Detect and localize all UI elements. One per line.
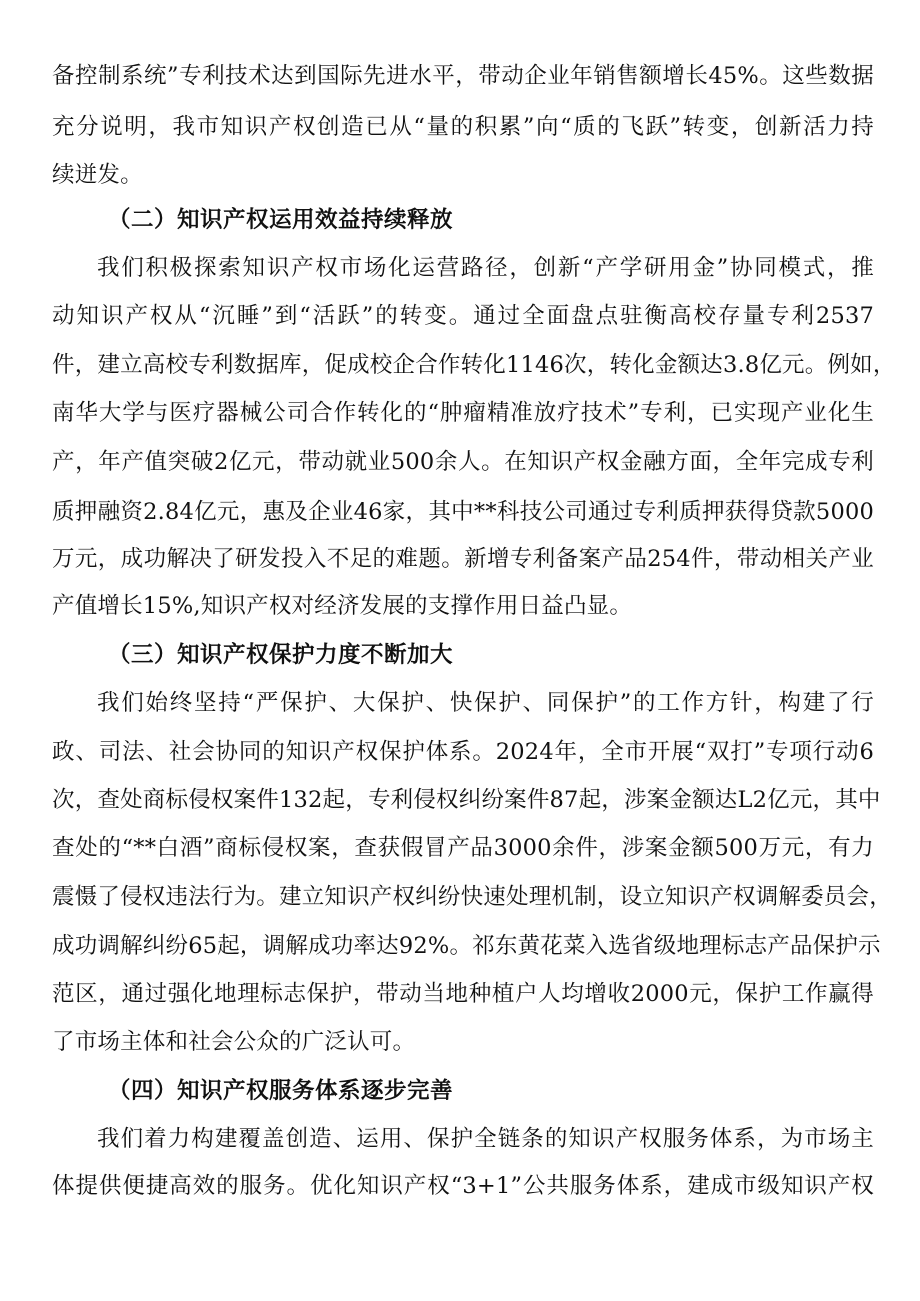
section-heading: （二）知识产权运用效益持续释放	[108, 207, 454, 233]
paragraph-line: 政、司法、社会协同的知识产权保护体系。2024年，全市开展“双打”专项行动6	[52, 739, 874, 765]
paragraph-line: 了市场主体和社会公众的广泛认可。	[52, 1029, 416, 1055]
paragraph-line: 体提供便捷高效的服务。优化知识产权“3+1”公共服务体系，建成市级知识产权	[52, 1173, 874, 1199]
paragraph-line: 我们着力构建覆盖创造、运用、保护全链条的知识产权服务体系，为市场主	[97, 1126, 874, 1152]
paragraph-line: 查处的“**白酒”商标侵权案，查获假冒产品3000余件，涉案金额500万元，有力	[52, 835, 874, 861]
paragraph-line: 南华大学与医疗器械公司合作转化的“肿瘤精准放疗技术”专利，已实现产业化生	[52, 400, 874, 426]
paragraph-line: 充分说明，我市知识产权创造已从“量的积累”向“质的飞跃”转变，创新活力持	[52, 114, 874, 140]
paragraph-line: 质押融资2.84亿元，惠及企业46家，其中**科技公司通过专利质押获得贷款5000	[52, 499, 874, 525]
paragraph-line: 产，年产值突破2亿元，带动就业500余人。在知识产权金融方面，全年完成专利	[52, 449, 874, 475]
paragraph-line: 次，查处商标侵权案件132起，专利侵权纠纷案件87起，涉案金额达L2亿元，其中	[52, 787, 881, 813]
paragraph-line: 续迸发。	[52, 162, 143, 188]
paragraph-line: 我们始终坚持“严保护、大保护、快保护、同保护”的工作方针，构建了行	[97, 690, 874, 716]
paragraph-line: 震慑了侵权违法行为。建立知识产权纠纷快速处理机制，设立知识产权调解委员会，	[52, 884, 892, 910]
paragraph-line: 万元，成功解决了研发投入不足的难题。新增专利备案产品254件，带动相关产业	[52, 546, 874, 572]
paragraph-line: 范区，通过强化地理标志保护，带动当地种植户人均增收2000元，保护工作赢得	[52, 981, 874, 1007]
section-heading: （四）知识产权服务体系逐步完善	[108, 1078, 454, 1104]
paragraph-line: 我们积极探索知识产权市场化运营路径，创新“产学研用金”协同模式，推	[97, 255, 874, 281]
paragraph-line: 动知识产权从“沉睡”到“活跃”的转变。通过全面盘点驻衡高校存量专利2537	[52, 303, 874, 329]
paragraph-line: 产值增长15%,知识产权对经济发展的支撑作用日益凸显。	[52, 593, 633, 619]
section-heading: （三）知识产权保护力度不断加大	[108, 642, 454, 668]
paragraph-line: 件，建立高校专利数据库，促成校企合作转化1146次，转化金额达3.8亿元。例如，	[52, 352, 896, 378]
paragraph-line: 成功调解纠纷65起，调解成功率达92%。祁东黄花菜入选省级地理标志产品保护示	[52, 933, 881, 959]
paragraph-line: 备控制系统”专利技术达到国际先进水平，带动企业年销售额增长45%。这些数据	[52, 63, 874, 89]
